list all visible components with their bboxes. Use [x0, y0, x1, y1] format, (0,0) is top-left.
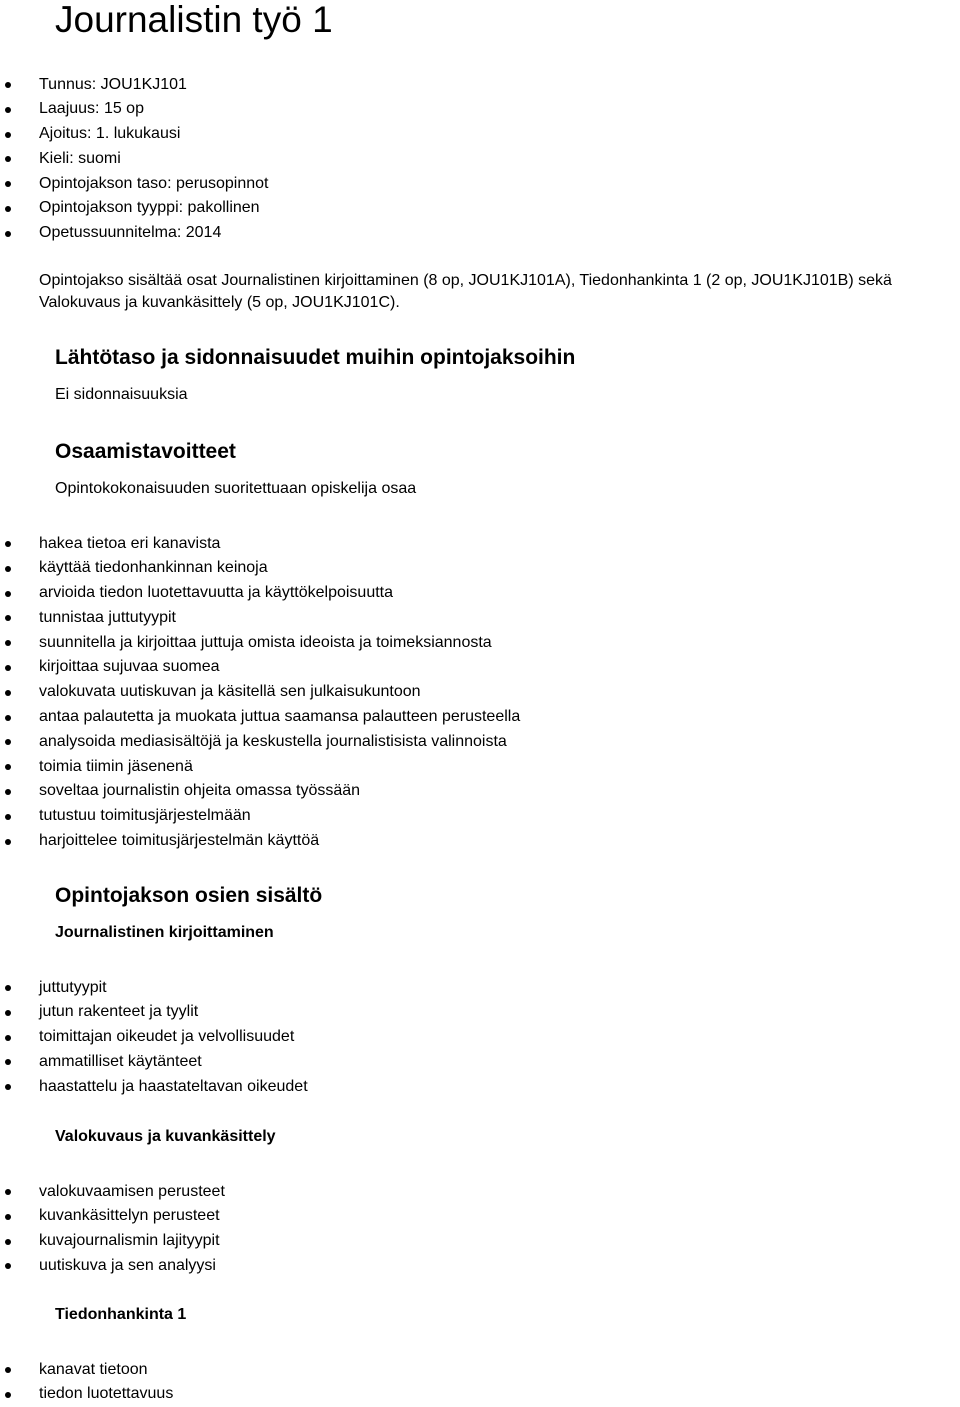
outcomes-list — [0, 532, 520, 854]
bullet-icon — [5, 591, 11, 597]
list-item-text: analysoida mediasisältöjä ja keskustella journalistisista valinnoista — [39, 733, 507, 750]
list-item-text: tiedon luotettavuus — [39, 1385, 173, 1402]
list-item-text: toimia tiimin jäsenenä — [39, 758, 193, 775]
list-item — [0, 804, 520, 829]
list-item-text: suunnitella ja kirjoittaa juttuja omista ideoista ja toimeksiannosta — [39, 634, 492, 651]
bullet-icon — [5, 1059, 11, 1065]
page-title: Journalistin työ 1 — [55, 0, 333, 42]
section-list — [0, 976, 308, 1100]
list-item-text: harjoittelee toimitusjärjestelmän käyttöä — [39, 832, 319, 849]
list-item — [0, 556, 520, 581]
list-item — [0, 581, 520, 606]
list-item-text: Opintojakson tyyppi: pakollinen — [39, 199, 260, 216]
outcomes-intro: Opintokokonaisuuden suoritettuaan opiskelija osaa — [55, 480, 416, 498]
list-item — [0, 1050, 308, 1075]
bullet-icon — [5, 715, 11, 721]
section-title: Valokuvaus ja kuvankäsittely — [55, 1128, 276, 1146]
bullet-icon — [5, 1367, 11, 1373]
list-item — [0, 1254, 225, 1279]
bullet-icon — [5, 1035, 11, 1041]
bullet-icon — [5, 107, 11, 113]
list-item — [0, 1229, 225, 1254]
list-item-text: Opetussuunnitelma: 2014 — [39, 224, 221, 241]
list-item-text: haastattelu ja haastateltavan oikeudet — [39, 1078, 308, 1095]
list-item-text: valokuvaamisen perusteet — [39, 1183, 225, 1200]
outcomes-heading: Osaamistavoitteet — [55, 440, 236, 464]
list-item — [0, 147, 268, 172]
list-item — [0, 1358, 173, 1383]
list-item-text: tutustuu toimitusjärjestelmään — [39, 807, 251, 824]
list-item — [0, 221, 268, 246]
list-item — [0, 976, 308, 1001]
bullet-icon — [5, 566, 11, 572]
list-item — [0, 1204, 225, 1229]
list-item-text: hakea tietoa eri kanavista — [39, 535, 220, 552]
list-item — [0, 779, 520, 804]
list-item-text: uutiskuva ja sen analyysi — [39, 1257, 216, 1274]
list-item-text: kirjoittaa sujuvaa suomea — [39, 658, 220, 675]
bullet-icon — [5, 1189, 11, 1195]
course-info-list — [0, 73, 268, 247]
bullet-icon — [5, 615, 11, 621]
bullet-icon — [5, 1239, 11, 1245]
bullet-icon — [5, 231, 11, 237]
bullet-icon — [5, 985, 11, 991]
list-item — [0, 172, 268, 197]
list-item — [0, 705, 520, 730]
bullet-icon — [5, 690, 11, 696]
bullet-icon — [5, 1010, 11, 1016]
list-item — [0, 73, 268, 98]
list-item — [0, 97, 268, 122]
section-title: Tiedonhankinta 1 — [55, 1306, 186, 1324]
bullet-icon — [5, 789, 11, 795]
bullet-icon — [5, 82, 11, 88]
list-item — [0, 655, 520, 680]
bullet-icon — [5, 665, 11, 671]
composition-paragraph: Opintojakso sisältää osat Journalistinen kirjoittaminen (8 op, JOU1KJ101A), Tiedonhankinta 1 (2 op, JOU1KJ101B) sekä Valokuvaus ja kuvankäsittely (5 op, JOU1KJ101C). — [39, 270, 960, 314]
content-heading: Opintojakson osien sisältö — [55, 884, 322, 908]
bullet-icon — [5, 1263, 11, 1269]
list-item — [0, 1025, 308, 1050]
list-item-text: juttutyypit — [39, 979, 107, 996]
list-item — [0, 730, 520, 755]
list-item — [0, 1180, 225, 1205]
list-item-text: kanavat tietoon — [39, 1361, 148, 1378]
prerequisites-text: Ei sidonnaisuuksia — [55, 386, 188, 404]
list-item — [0, 122, 268, 147]
section-list — [0, 1180, 225, 1279]
list-item — [0, 1382, 173, 1407]
bullet-icon — [5, 1392, 11, 1398]
section-list — [0, 1358, 173, 1407]
bullet-icon — [5, 1084, 11, 1090]
bullet-icon — [5, 739, 11, 745]
bullet-icon — [5, 181, 11, 187]
list-item — [0, 1000, 308, 1025]
list-item-text: kuvajournalismin lajityypit — [39, 1232, 220, 1249]
bullet-icon — [5, 640, 11, 646]
list-item-text: tunnistaa juttutyypit — [39, 609, 176, 626]
list-item-text: Ajoitus: 1. lukukausi — [39, 125, 180, 142]
bullet-icon — [5, 206, 11, 212]
list-item-text: arvioida tiedon luotettavuutta ja käyttökelpoisuutta — [39, 584, 393, 601]
list-item-text: ammatilliset käytänteet — [39, 1053, 202, 1070]
list-item-text: Tunnus: JOU1KJ101 — [39, 76, 187, 93]
bullet-icon — [5, 132, 11, 138]
list-item-text: Kieli: suomi — [39, 150, 121, 167]
bullet-icon — [5, 156, 11, 162]
list-item-text: Laajuus: 15 op — [39, 100, 144, 117]
list-item — [0, 196, 268, 221]
list-item — [0, 532, 520, 557]
bullet-icon — [5, 839, 11, 845]
list-item — [0, 755, 520, 780]
list-item — [0, 606, 520, 631]
bullet-icon — [5, 814, 11, 820]
list-item — [0, 631, 520, 656]
list-item-text: valokuvata uutiskuvan ja käsitellä sen julkaisukuntoon — [39, 683, 421, 700]
bullet-icon — [5, 1214, 11, 1220]
list-item — [0, 1075, 308, 1100]
list-item — [0, 829, 520, 854]
list-item-text: soveltaa journalistin ohjeita omassa työssään — [39, 782, 360, 799]
list-item-text: antaa palautetta ja muokata juttua saamansa palautteen perusteella — [39, 708, 520, 725]
bullet-icon — [5, 541, 11, 547]
section-title: Journalistinen kirjoittaminen — [55, 924, 274, 942]
list-item-text: kuvankäsittelyn perusteet — [39, 1207, 220, 1224]
prerequisites-heading: Lähtötaso ja sidonnaisuudet muihin opintojaksoihin — [55, 346, 575, 370]
list-item-text: käyttää tiedonhankinnan keinoja — [39, 559, 268, 576]
list-item — [0, 680, 520, 705]
bullet-icon — [5, 764, 11, 770]
list-item-text: toimittajan oikeudet ja velvollisuudet — [39, 1028, 294, 1045]
list-item-text: Opintojakson taso: perusopinnot — [39, 175, 268, 192]
list-item-text: jutun rakenteet ja tyylit — [39, 1003, 198, 1020]
